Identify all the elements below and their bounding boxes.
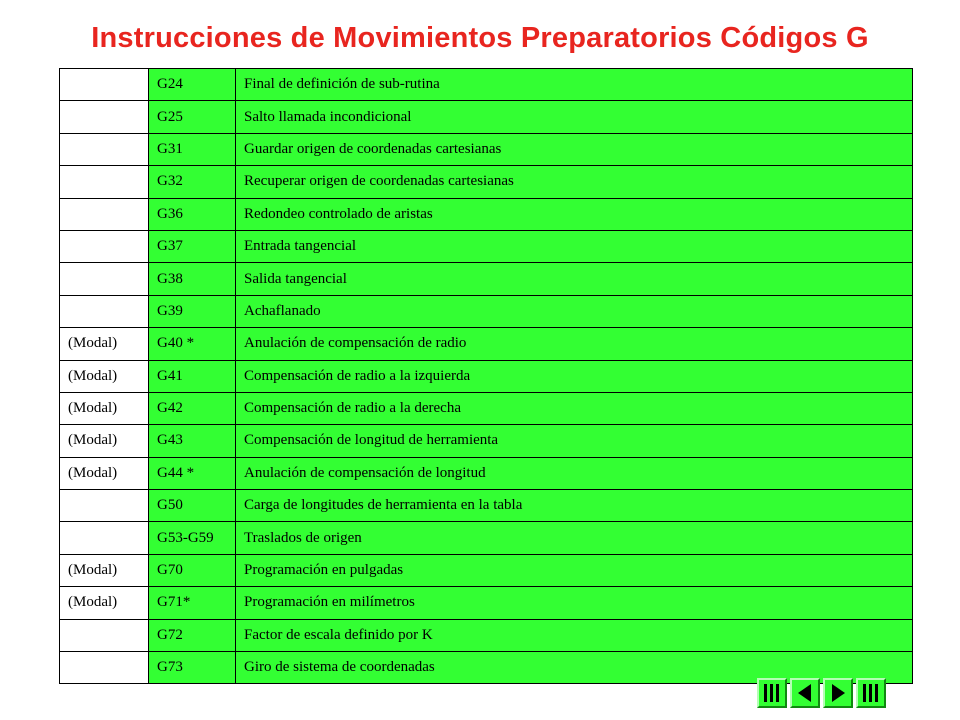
- modal-cell: (Modal): [60, 554, 149, 586]
- gcode-cell: G32: [149, 166, 236, 198]
- table-row: [60, 619, 913, 651]
- gcode-table-body: [60, 69, 913, 684]
- gcode-cell: G38: [149, 263, 236, 295]
- previous-slide-icon: [796, 683, 814, 703]
- page-title: Instrucciones de Movimientos Preparatorios Códigos G: [91, 22, 869, 54]
- table-row: [60, 425, 913, 457]
- table-row: [60, 263, 913, 295]
- gcode-cell: G24: [149, 69, 236, 101]
- next-slide-button[interactable]: [823, 678, 853, 708]
- table-row: [60, 328, 913, 360]
- description-cell: Programación en pulgadas: [236, 554, 913, 586]
- modal-cell: [60, 198, 149, 230]
- modal-cell: [60, 101, 149, 133]
- description-cell: Carga de longitudes de herramienta en la tabla: [236, 490, 913, 522]
- table-row: [60, 69, 913, 101]
- description-cell: Achaflanado: [236, 295, 913, 327]
- last-slide-icon: [862, 683, 880, 703]
- gcode-table: [59, 68, 913, 684]
- gcode-cell: G44 *: [149, 457, 236, 489]
- description-cell: Final de definición de sub-rutina: [236, 69, 913, 101]
- gcode-cell: G37: [149, 230, 236, 262]
- description-cell: Traslados de origen: [236, 522, 913, 554]
- table-row: [60, 360, 913, 392]
- modal-cell: [60, 133, 149, 165]
- gcode-cell: G72: [149, 619, 236, 651]
- description-cell: Recuperar origen de coordenadas cartesianas: [236, 166, 913, 198]
- description-cell: Entrada tangencial: [236, 230, 913, 262]
- slide-navigation: [757, 678, 886, 708]
- gcode-cell: G43: [149, 425, 236, 457]
- gcode-cell: G73: [149, 652, 236, 684]
- gcode-cell: G71*: [149, 587, 236, 619]
- description-cell: Giro de sistema de coordenadas: [236, 652, 913, 684]
- table-row: [60, 101, 913, 133]
- table-row: [60, 133, 913, 165]
- modal-cell: (Modal): [60, 587, 149, 619]
- first-slide-button[interactable]: [757, 678, 787, 708]
- table-row: [60, 457, 913, 489]
- modal-cell: [60, 166, 149, 198]
- table-row: [60, 490, 913, 522]
- modal-cell: [60, 490, 149, 522]
- description-cell: Compensación de longitud de herramienta: [236, 425, 913, 457]
- modal-cell: (Modal): [60, 360, 149, 392]
- table-row: [60, 392, 913, 424]
- description-cell: Salida tangencial: [236, 263, 913, 295]
- gcode-cell: G39: [149, 295, 236, 327]
- modal-cell: (Modal): [60, 328, 149, 360]
- description-cell: Compensación de radio a la izquierda: [236, 360, 913, 392]
- modal-cell: (Modal): [60, 425, 149, 457]
- next-slide-icon: [829, 683, 847, 703]
- table-row: [60, 198, 913, 230]
- description-cell: Guardar origen de coordenadas cartesianas: [236, 133, 913, 165]
- gcode-cell: G70: [149, 554, 236, 586]
- table-row: [60, 230, 913, 262]
- modal-cell: [60, 69, 149, 101]
- table-row: [60, 295, 913, 327]
- description-cell: Anulación de compensación de longitud: [236, 457, 913, 489]
- description-cell: Programación en milímetros: [236, 587, 913, 619]
- previous-slide-button[interactable]: [790, 678, 820, 708]
- last-slide-button[interactable]: [856, 678, 886, 708]
- description-cell: Factor de escala definido por K: [236, 619, 913, 651]
- gcode-cell: G53-G59: [149, 522, 236, 554]
- description-cell: Redondeo controlado de aristas: [236, 198, 913, 230]
- description-cell: Anulación de compensación de radio: [236, 328, 913, 360]
- table-row: [60, 166, 913, 198]
- description-cell: Salto llamada incondicional: [236, 101, 913, 133]
- description-cell: Compensación de radio a la derecha: [236, 392, 913, 424]
- gcode-cell: G42: [149, 392, 236, 424]
- modal-cell: [60, 263, 149, 295]
- gcode-cell: G36: [149, 198, 236, 230]
- gcode-cell: G50: [149, 490, 236, 522]
- gcode-cell: G40 *: [149, 328, 236, 360]
- gcode-cell: G25: [149, 101, 236, 133]
- first-slide-icon: [763, 683, 781, 703]
- modal-cell: [60, 652, 149, 684]
- modal-cell: [60, 619, 149, 651]
- modal-cell: [60, 295, 149, 327]
- modal-cell: [60, 230, 149, 262]
- modal-cell: (Modal): [60, 392, 149, 424]
- gcode-cell: G31: [149, 133, 236, 165]
- modal-cell: [60, 522, 149, 554]
- table-row: [60, 587, 913, 619]
- table-row: [60, 522, 913, 554]
- table-row: [60, 554, 913, 586]
- modal-cell: (Modal): [60, 457, 149, 489]
- gcode-cell: G41: [149, 360, 236, 392]
